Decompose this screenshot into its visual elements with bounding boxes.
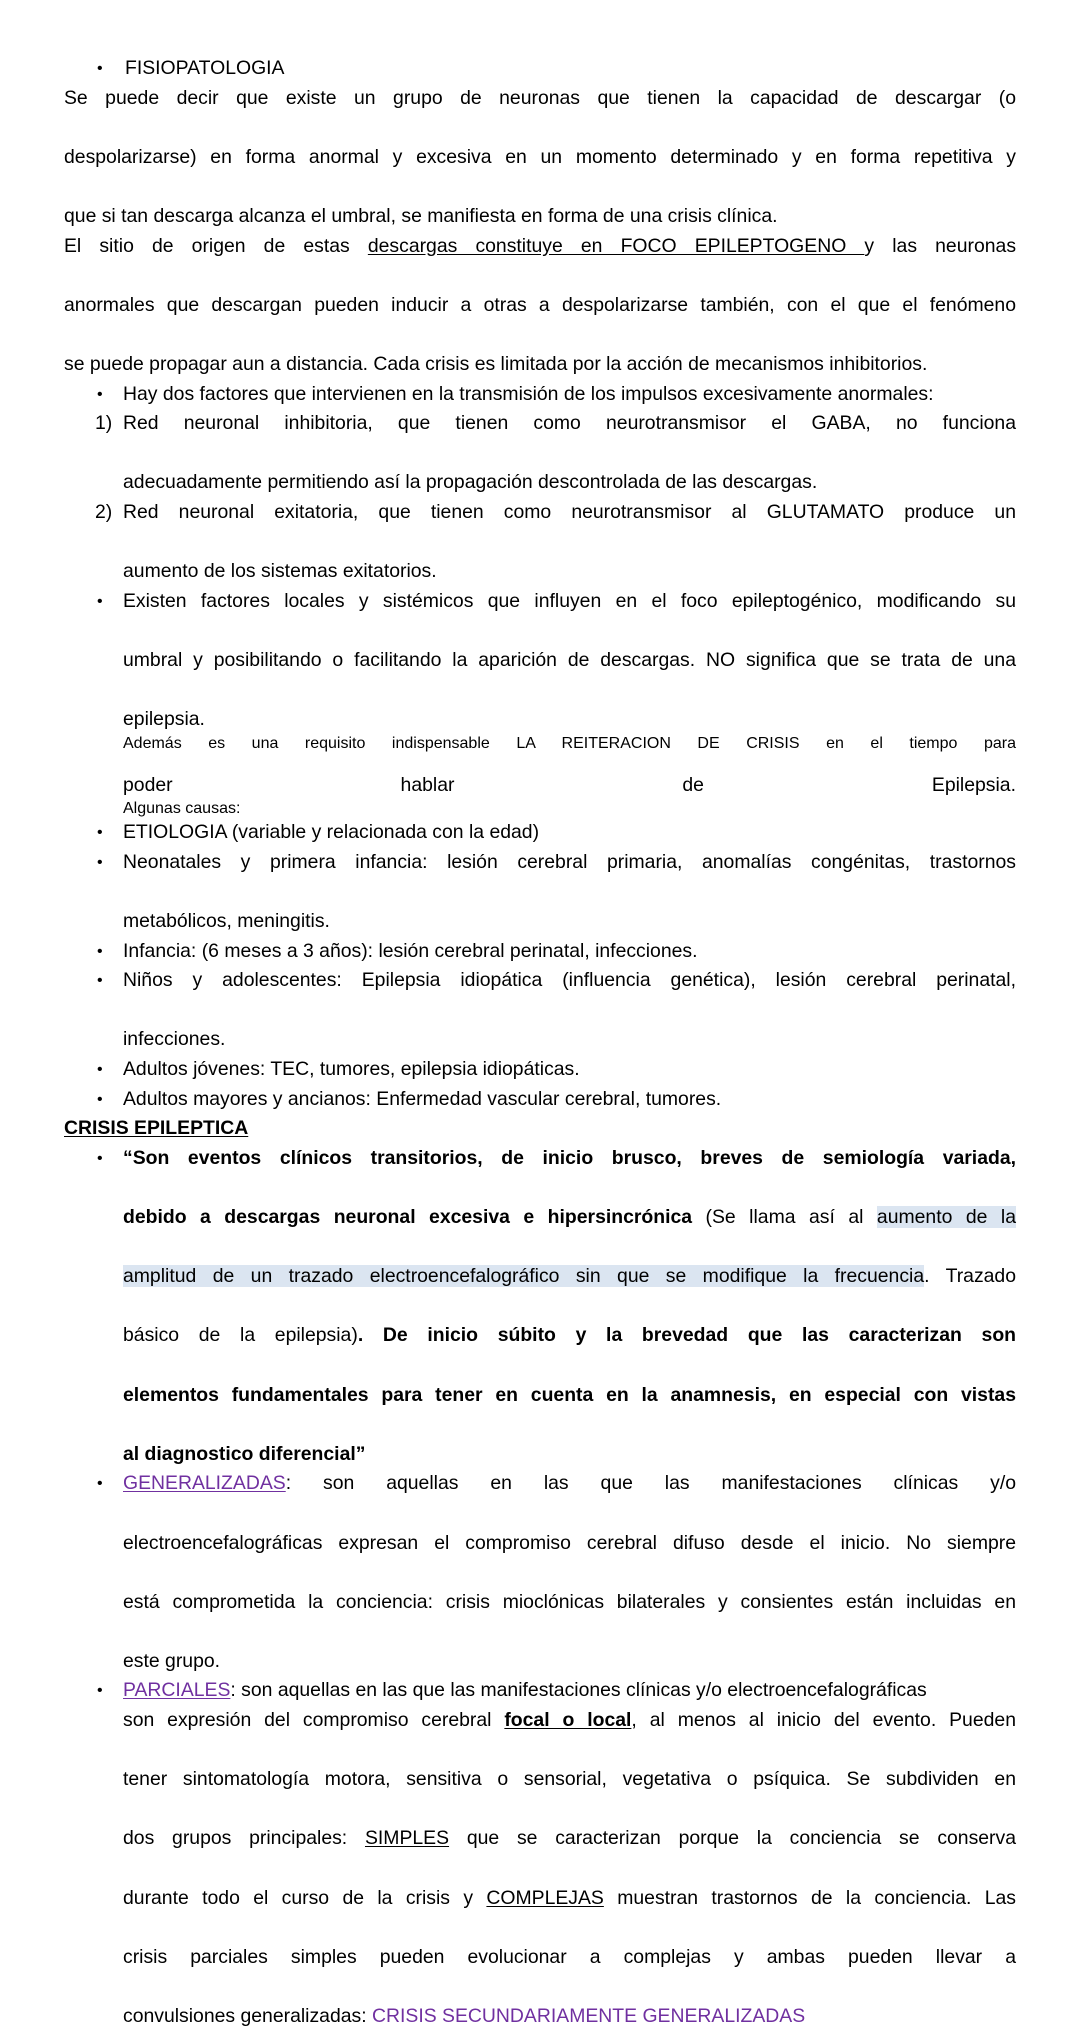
list-marker: 2) [95, 500, 113, 523]
bullet-icon: • [97, 592, 103, 610]
text-line: crisis parciales simples pueden evolucionar a complejas y ambas pueden llevar a [123, 1945, 1016, 1968]
list-item-numbered-2 [64, 498, 1016, 587]
text-line [64, 232, 1016, 291]
paragraph-reiteracion [64, 735, 1016, 819]
text-run: (Se llama así al [692, 1205, 877, 1228]
text-run: : son aquellas en las que las manifestaciones clínicas y/o electroencefalográficas [230, 1679, 927, 1702]
list-item-numbered-1 [64, 409, 1016, 498]
page-title-crisis-epileptica: CRISIS EPILEPTICA [64, 1117, 249, 1140]
text-line [123, 1203, 1016, 1262]
text-line: Adultos jóvenes: TEC, tumores, epilepsia idiopáticas. [123, 1058, 580, 1080]
text-line [123, 1262, 1016, 1321]
section-heading-wrap [64, 1114, 1016, 1144]
text-run: , al menos al inicio del evento. Pueden [631, 1709, 1016, 1732]
list-item-ninos-adolescentes [64, 966, 1016, 1055]
list-marker: 1) [95, 412, 113, 435]
text-line: Red neuronal inhibitoria, que tienen como neurotransmisor el GABA, no funciona [123, 412, 1016, 435]
spread-word: Epilepsia. [931, 773, 1016, 796]
bullet-icon: • [97, 824, 103, 842]
text-line [123, 1884, 1016, 1943]
term-simples: SIMPLES [364, 1827, 450, 1850]
text-run: El sitio de origen de estas [64, 234, 368, 257]
text-run: dos grupos principales: [123, 1827, 365, 1850]
text-line: Algunas causas: [123, 800, 241, 818]
text-run: durante todo el curso de la crisis y [123, 1886, 487, 1909]
text-line: anormales que descargan pueden inducir a otras a despolarizarse también, con el que el fenómeno [64, 293, 1016, 316]
text-line [123, 1469, 1016, 1528]
paragraph-fisiopatologia-1 [64, 84, 1016, 232]
text-run: básico de la epilepsia) [123, 1324, 358, 1347]
text-line: Además es una requisito indispensable LA REITERACION DE CRISIS en el tiempo para [123, 734, 1016, 752]
text-line: este grupo. [123, 1649, 221, 1672]
text-run: convulsiones generalizadas: [123, 2005, 373, 2027]
spread-word: hablar [400, 773, 455, 796]
text-line [123, 1706, 1016, 1765]
bullet-icon: • [97, 60, 103, 77]
spread-word: poder [123, 773, 173, 796]
text-line [123, 2002, 1016, 2032]
bullet-icon: • [97, 1149, 103, 1167]
text-line: epilepsia. [123, 708, 205, 731]
text-run: y las neuronas [864, 234, 1017, 257]
text-line: aumento de los sistemas exitatorios. [123, 560, 437, 583]
text-run: muestran trastornos de la conciencia. Las [603, 1886, 1016, 1909]
bullet-icon: • [97, 972, 103, 990]
list-item-fisiopatologia [64, 54, 1016, 84]
text-line: se puede propagar aun a distancia. Cada crisis es limitada por la acción de mecanismos inhibitorios. [64, 352, 928, 375]
bullet-icon: • [97, 1090, 103, 1108]
text-line: Niños y adolescentes: Epilepsia idiopática (influencia genética), lesión cerebral perinatal, [123, 969, 1016, 992]
term-focal-o-local: focal o local [504, 1709, 632, 1732]
text-line: Infancia: (6 meses a 3 años): lesión cerebral perinatal, infecciones. [123, 939, 698, 962]
list-item-parciales [64, 1676, 1016, 2031]
text-line: tener sintomatología motora, sensitiva o sensorial, vegetativa o psíquica. Se subdividen en [123, 1768, 1016, 1791]
bullet-icon: • [97, 1682, 103, 1700]
foco-epileptogeno-underlined: descargas constituye en FOCO EPILEPTOGENO [367, 234, 865, 257]
bullet-icon: • [97, 1475, 103, 1493]
text-line: que si tan descarga alcanza el umbral, se manifiesta en forma de una crisis clínica. [64, 204, 778, 227]
list-item-infancia [64, 937, 1016, 967]
list-item-etiologia [64, 818, 1016, 848]
text-line [123, 1676, 1016, 1706]
term-parciales: PARCIALES [123, 1679, 231, 1702]
term-complejas: COMPLEJAS [486, 1886, 604, 1909]
text-line: al diagnostico diferencial” [123, 1442, 366, 1465]
bullet-icon: • [97, 1061, 103, 1078]
list-item-neonatales [64, 848, 1016, 937]
highlight-run: amplitud de un trazado electroencefalográfico sin que se modifique la frecuencia [123, 1265, 925, 1288]
text-line: “Son eventos clínicos transitorios, de inicio brusco, breves de semiología variada, [123, 1146, 1016, 1169]
list-item-definicion-crisis [64, 1144, 1016, 1470]
text-line: está comprometida la conciencia: crisis mioclónicas bilaterales y consientes están incluidas en [123, 1590, 1016, 1613]
text-line: Red neuronal exitatoria, que tienen como neurotransmisor al GLUTAMATO produce un [123, 500, 1016, 523]
text-line: metabólicos, meningitis. [123, 910, 330, 933]
text-run: que se caracterizan porque la conciencia se conserva [449, 1827, 1016, 1850]
text-line: infecciones. [123, 1028, 226, 1051]
list-item-generalizadas [64, 1469, 1016, 1676]
text-run: son expresión del compromiso cerebral [123, 1709, 505, 1732]
term-crisis-secundariamente-generalizadas: CRISIS SECUNDARIAMENTE GENERALIZADAS [372, 2005, 806, 2027]
list-item-dos-factores [64, 380, 1016, 410]
text-line: Existen factores locales y sistémicos que influyen en el foco epileptogénico, modificando su [123, 589, 1016, 612]
text-line-spread [123, 771, 1016, 801]
spread-word: de [682, 773, 704, 796]
text-line: elementos fundamentales para tener en cuenta en la anamnesis, en especial con vistas [123, 1383, 1016, 1406]
list-item-factores-locales [64, 587, 1016, 735]
text-line: despolarizarse) en forma anormal y excesiva en un momento determinado y en forma repetitiva y [64, 145, 1016, 168]
text-line [123, 1321, 1016, 1380]
text-run: : son aquellas en las que las manifestaciones clínicas y/o [285, 1472, 1016, 1495]
text-line: Neonatales y primera infancia: lesión cerebral primaria, anomalías congénitas, trastornos [123, 850, 1016, 873]
text-line: Adultos mayores y ancianos: Enfermedad vascular cerebral, tumores. [123, 1087, 722, 1110]
text-line: ETIOLOGIA (variable y relacionada con la edad) [123, 821, 540, 844]
text-line: Hay dos factores que intervienen en la transmisión de los impulsos excesivamente anormales: [123, 382, 934, 405]
text-line: Se puede decir que existe un grupo de neuronas que tienen la capacidad de descargar (o [64, 86, 1016, 109]
text-run: . Trazado [924, 1265, 1016, 1288]
list-item-adultos-mayores [64, 1085, 1016, 1115]
text-line: umbral y posibilitando o facilitando la aparición de descargas. NO significa que se trata de una [123, 648, 1016, 671]
bullet-icon: • [97, 942, 103, 960]
text-line: adecuadamente permitiendo así la propagación descontrolada de las descargas. [123, 471, 818, 494]
bullet-icon: • [97, 385, 103, 403]
fisiopatologia-label: FISIOPATOLOGIA [125, 57, 285, 79]
paragraph-fisiopatologia-2 [64, 232, 1016, 380]
text-run-bold: . De inicio súbito y la brevedad que las caracterizan son [357, 1324, 1017, 1347]
text-line [123, 1824, 1016, 1883]
term-generalizadas: GENERALIZADAS [123, 1472, 286, 1495]
list-item-adultos-jovenes [64, 1055, 1016, 1085]
highlight-run: aumento de la [876, 1205, 1016, 1228]
bullet-icon: • [97, 853, 103, 871]
text-line: electroencefalográficas expresan el compromiso cerebral difuso desde el inicio. No siempre [123, 1531, 1016, 1554]
text-run-bold: debido a descargas neuronal excesiva e hipersincrónica [123, 1205, 693, 1228]
